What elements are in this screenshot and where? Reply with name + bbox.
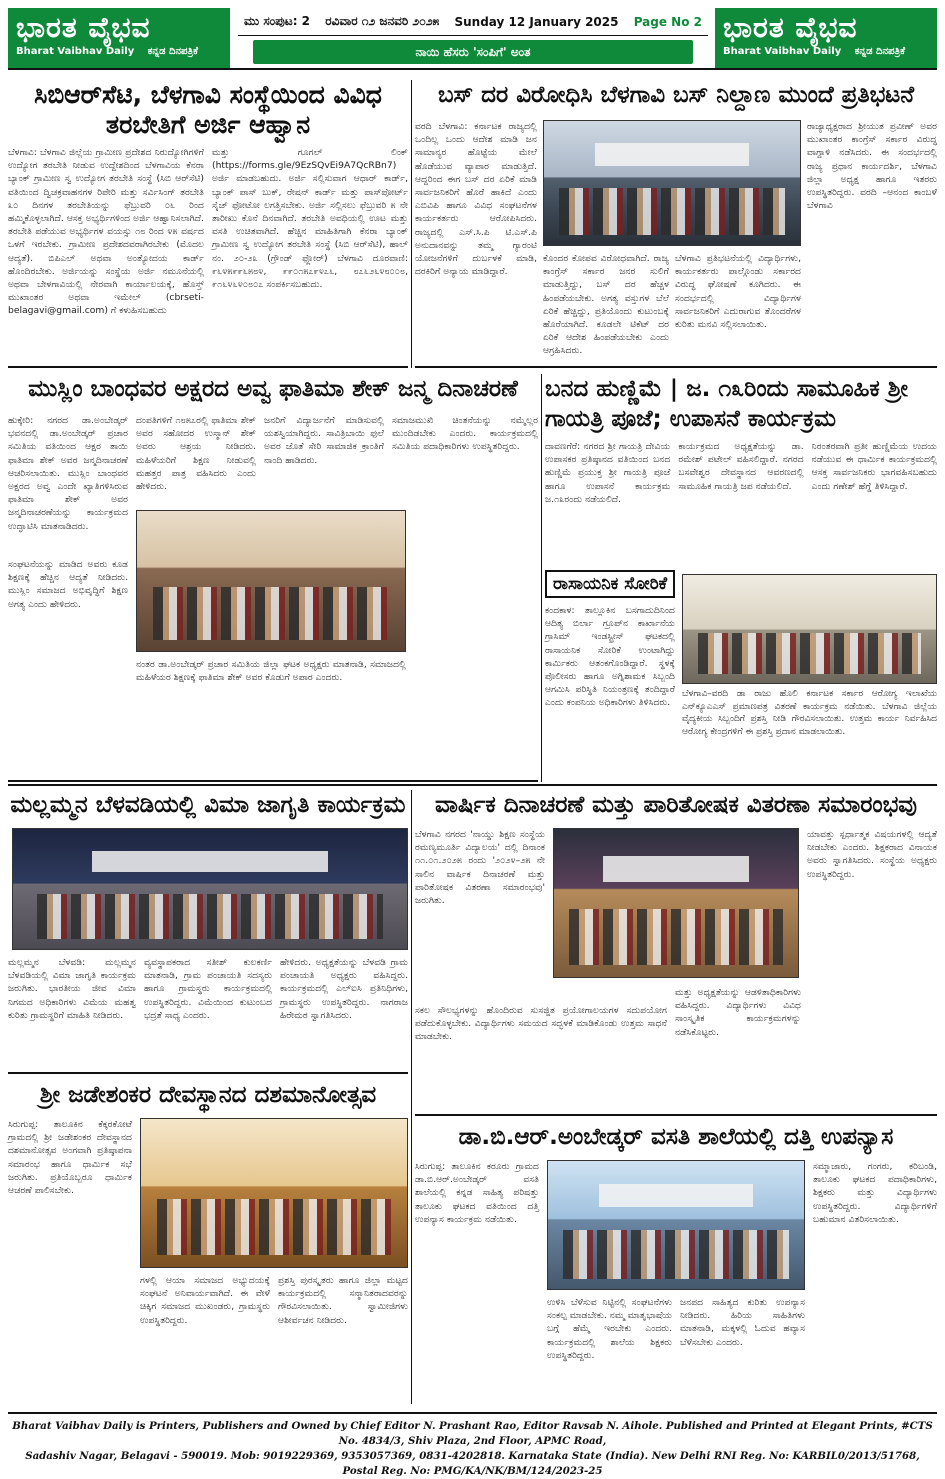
article-insurance-awareness: [8, 790, 408, 1074]
article-column: ದಾವಣಗೆರೆ: ನಗರದ ಶ್ರೀ ಗಾಯತ್ರಿ ದೇವಿಯ ಉಪಾಸಕರ ಪ್ರತಿಷ್ಠಾನದ ವತಿಯಿಂದ ಬನದ ಹುಣ್ಣಿಮೆ ಪ್ರಯುಕ್ತ ಶ್ರೀ ಗಾಯತ್ರಿ ಪೂಜೆ ಹಾಗೂ ಉಪಾಸನೆ ಕಾರ್ಯಕ್ರಮ ಜ.೧೩ರಂದು ನಡೆಯಲಿದೆ.: [545, 441, 671, 505]
article-column: ವ್ಯವಸ್ಥಾಪಕರಾದ ಸತೀಶ್ ಕುಲಕರ್ಣಿ ಮಾತನಾಡಿ, ಗ್ರಾಮ ಪಂಚಾಯತಿ ಸದಸ್ಯರು ಹಾಗೂ ಗ್ರಾಮಸ್ಥರು ಕಾರ್ಯಕ್ರಮದಲ್ಲಿ ಉಪಸ್ಥಿತರಿದ್ದರು. ವಿಮೆಯಿಂದ ಕುಟುಂಬದ ಭದ್ರತೆ ಸಾಧ್ಯ ಎಂದರು.: [144, 957, 272, 1021]
page-number: Page No 2: [633, 14, 702, 29]
article-column: ಉಳಿಸಿ ಬೆಳೆಸುವ ನಿಟ್ಟಿನಲ್ಲಿ ಸಂಘಟನೆಗಳು ಸಂಕಲ್ಪ ಮಾಡಬೇಕು. ನಮ್ಮ ಮಾತೃಭಾಷೆಯ ಬಗ್ಗೆ ಹೆಮ್ಮೆ ಇರಬೇಕು ಎಂದರು. ಕಾರ್ಯಕ್ರಮದಲ್ಲಿ ಶಾಲೆಯ ಶಿಕ್ಷಕರು ಉಪಸ್ಥಿತರಿದ್ದರು.: [547, 1297, 672, 1361]
article-column: ಬೆಳಗಾವಿ: ಬೆಳಗಾವಿ ಜಿಲ್ಲೆಯ ಗ್ರಾಮೀಣ ಪ್ರದೇಶದ ನಿರುದ್ಯೋಗಿಗಳಿಗೆ ಉದ್ಯೋಗ ತರಬೇತಿ ನೀಡುವ ಉದ್ದೇಶದಿಂದ ಬೆಳಗಾವಿಯ ಕೆನರಾ ಬ್ಯಾಂಕ್ ಗ್ರಾಮೀಣ ಸ್ವ ಉದ್ಯೋಗ ತರಬೇತಿ ಸಂಸ್ಥೆ (ಸಿಬಿ ಆರ್‌ಸೆಟಿ) ವತಿಯಿಂದ ದ್ವಿಚಕ್ರವಾಹನಗಳ ರಿಪೇರಿ ಮತ್ತು ಸರ್ವಿಸಿಂಗ್ ತರಬೇತಿ ೩೦ ದಿನಗಳ ತರಬೇತಿಯನ್ನು ಫೆಬ್ರುವರಿ ೦೬ ರಿಂದ ಹಮ್ಮಿಕೊಳ್ಳಲಾಗಿದೆ. ಆಸಕ್ತ ಅಭ್ಯರ್ಥಿಗಳಿಂದ ಅರ್ಜಿ ಆಹ್ವಾನಿಸಲಾಗಿದೆ. ತರಬೇತಿ ಪಡೆಯುವ ಅಭ್ಯರ್ಥಿಗಳ ವಯಸ್ಸು ೧೮ ರಿಂದ ೪೫ ವರ್ಷದ ಒಳಗೆ ಇರಬೇಕು. ಗ್ರಾಮೀಣ ಪ್ರದೇಶದವರಾಗಿರಬೇಕು (ಮೊದಲ ಆದ್ಯತೆ). ಬಿಪಿಎಲ್ ಅಥವಾ ಅಂತ್ಯೋದಯ ಕಾರ್ಡ್ ಹೊಂದಿರಬೇಕು. ಅರ್ಜಿಯನ್ನು ಸಂಸ್ಥೆಯ ಅರ್ಜಿ ನಮೂನೆಯಲ್ಲಿ ಅಥವಾ ಬೇಳಗಾವಿಯಲ್ಲಿ ನೇರವಾಗಿ ಕಾರ್ಯಾಲಯಕ್ಕೆ, ಹೊಸ್ತ್ ಮುಖಾಂತರ ಅಥವಾ ಇಮೇಲ್ (cbrseti-belagavi@gmail.com) ಗೆ ಕಳುಹಿಸಬಹುದು: [8, 147, 204, 317]
article-column: ಸಕಲ ಸೌಲಭ್ಯಗಳನ್ನು ಹೊಂದಿರುವ ಸುಸಜ್ಜಿತ ಪ್ರಯೋಗಾಲಯಗಳ ಸದುಪಯೋಗ ಪಡೆದುಕೊಳ್ಳಬೇಕು. ವಿದ್ಯಾರ್ಥಿಗಳು ಸಮಯದ ಸದ್ಭಳಕೆ ಮಾಡಿಕೊಂಡು ಉತ್ತಮ ಸಾಧನೆ ಮಾಡಬೇಕು.: [415, 1005, 667, 1043]
headline: ಮಲ್ಲಮ್ಮನ ಬೆಳವಡಿಯಲ್ಲಿ ವಿಮಾ ಜಾಗೃತಿ ಕಾರ್ಯಕ್ರಮ: [10, 792, 406, 818]
temple-event-photo: [140, 1118, 408, 1268]
article-fatima-sheikh: [8, 374, 538, 782]
article-column: ಹೇಳಿದರು. ಅಧ್ಯಕ್ಷತೆಯನ್ನು ಬೆಳವಡಿ ಗ್ರಾಮ ಪಂಚಾಯತಿ ಅಧ್ಯಕ್ಷರು ವಹಿಸಿದ್ದರು. ಕಾರ್ಯಕ್ರಮದಲ್ಲಿ ಎಲ್ಐಸಿ ಪ್ರತಿನಿಧಿಗಳು, ಗ್ರಾಮಸ್ಥರು ಉಪಸ್ಥಿತರಿದ್ದರು. ನಾಗರಾಜ ಹಿರೇಮಠ ಸ್ವಾಗತಿಸಿದರು.: [280, 957, 408, 1021]
award-photo: [682, 574, 937, 684]
headline: ರಾಸಾಯನಿಕ ಸೋರಿಕೆ: [545, 570, 675, 598]
masthead: [8, 8, 937, 70]
paper-title: ಭಾರತ ವೈಭವ: [16, 11, 151, 44]
article-column: ಮತ್ತು ಅಧ್ಯಕ್ಷತೆಯನ್ನು ಆಡಳಿತಾಧಿಕಾರಿಗಳು ವಹಿಸಿದ್ದರು. ವಿದ್ಯಾರ್ಥಿಗಳು ವಿವಿಧ ಸಾಂಸ್ಕೃತಿಕ ಕಾರ್ಯಕ್ರಮಗಳನ್ನು ನಡೆಸಿಕೊಟ್ಟರು.: [675, 987, 801, 1038]
article-column: ಜನಪದ ಸಾಹಿತ್ಯದ ಕುರಿತು ಉಪನ್ಯಾಸ ನೀಡಿದರು. ಹಿರಿಯ ಸಾಹಿತಿಗಳು ಮಾತನಾಡಿ, ಮಕ್ಕಳಲ್ಲಿ ಓದುವ ಹವ್ಯಾಸ ಬೆಳೆಸಬೇಕು ಎಂದರು.: [680, 1297, 805, 1348]
event-photo: [136, 510, 406, 652]
article-column: ಸಮಾಜಮುಖಿ ಚಿಂತನೆಯನ್ನು ನಮ್ಮೆಲ್ಲರ ಮುಂದಿಡಬೇಕು ಎಂದರು. ಕಾರ್ಯಕ್ರಮದಲ್ಲಿ ಸಮಿತಿಯ ಪದಾಧಿಕಾರಿಗಳು ಉಪಸ್ಥಿತರಿದ್ದರು.: [392, 415, 538, 453]
kannada-date: ರವಿವಾರ ೧೨ ಜನವರಿ ೨೦೨೫: [325, 14, 440, 28]
issue-number: ಮು ಸಂಪುಟ: 2: [244, 14, 311, 28]
article-column: ಜನರಿಗೆ ವಿದ್ಯಾರ್ಜನೆಗೆ ಮಾಡಿಸುವಲ್ಲಿ ಯಶಸ್ವಿಯಾಗಿದ್ದರು. ಸಾವಿತ್ರಿಬಾಯಿ ಫುಲೆ ಅವರ ಜೊತೆ ಸೇರಿ ಸಾಮಾಜಿಕ ಕ್ರಾಂತಿಗೆ ನಾಂದಿ ಹಾಡಿದರು.: [264, 415, 384, 466]
article-column: ಕೊಂದರ ಕೋಪವ ವಿರೋಧವಾಗಿದೆ. ರಾಜ್ಯ ಕಾಂಗ್ರೆಸ್ ಸರ್ಕಾರ ಜನರ ಸುಲಿಗೆ ಮಾಡುತ್ತಿದ್ದು, ಬಸ್ ದರ ಹೆಚ್ಚಳ ಹಿಂಪಡೆಯಬೇಕು. ಅಗತ್ಯ ವಸ್ತುಗಳ ಬೆಲೆ ಏರಿಕೆ ಹೆಚ್ಚಿದ್ದು, ಪ್ರತಿಯೊಂದು ಕುಟುಂಬಕ್ಕೆ ಹೊರೆಯಾಗಿದೆ. ಕೂಡಲೇ ಟಿಕೆಟ್ ದರ ಏರಿಕೆ ಆದೇಶ ಹಿಂಪಡೆಯಬೇಕು ಎಂದು ಆಗ್ರಹಿಸಿದರು.: [543, 253, 669, 357]
article-annual-day: [415, 790, 937, 1116]
imprint-line: Bharat Vaibhav Daily is Printers, Publishers and Owned by Chief Editor N. Prashant Rao, Editor Ravsab N. Aihole. Published and Printed at Elegant Prints, #CTS No. 4834/3, Shiv Plaza, 2nd Floor, APMC Road,: [12, 1420, 933, 1447]
protest-photo: [543, 120, 801, 246]
article-column: ಸಮ್ಮಾಜಾರು, ಗಂಗರು, ಕರಿಬಂಡಿ, ತಾಲೂಕು ಘಟಕದ ಪದಾಧಿಕಾರಿಗಳು, ಶಿಕ್ಷಕರು ಮತ್ತು ವಿದ್ಯಾರ್ಥಿಗಳು ಉಪಸ್ಥಿತರಿದ್ದರು. ವಿದ್ಯಾರ್ಥಿಗಳಿಗೆ ಬಹುಮಾನ ವಿತರಿಸಲಾಯಿತು.: [813, 1161, 937, 1225]
imprint-line: Sadashiv Nagar, Belagavi - 590019. Mob: 9019229369, 9353057369, 0831-4202818. Karnataka State (India). New Delhi RNI Reg. No: KARBIL0/2013/51768, Postal Reg. No: PMG/KA/NK/BM/124/2023-25: [25, 1450, 920, 1477]
article-column: ನಂತರ ಡಾ.ಅಂಬೇಡ್ಕರ್ ಪ್ರಚಾರ ಸಮಿತಿಯ ಜಿಲ್ಲಾ ಘಟಕ ಅಧ್ಯಕ್ಷರು ಮಾತನಾಡಿ, ಸಮಾಜದಲ್ಲಿ ಮಹಿಳೆಯರ ಶಿಕ್ಷಣಕ್ಕೆ ಫಾತಿಮಾ ಶೇಕ್ ಅವರ ಕೊಡುಗೆ ಅಪಾರ ಎಂದರು.: [136, 659, 406, 684]
article-column: ನಿರಂತರವಾಗಿ ಪ್ರತೀ ಹುಣ್ಣಿಮೆಯ ಉದಯ ನಡೆಯುವ ಈ ಧಾರ್ಮಿಕ ಕಾರ್ಯಕ್ರಮದಲ್ಲಿ ಆಸಕ್ತ ಸಾರ್ವಜನಿಕರು ಭಾಗವಹಿಸಬಹುದು ಎಂದು ಗಣೇಶ್ ಹೆಗ್ಡೆ ತಿಳಿಸಿದ್ದಾರೆ.: [811, 441, 937, 492]
article-rseti: [8, 80, 408, 368]
article-column: ಯಾವತ್ತು ಸ್ಪರ್ಧಾತ್ಮಕ ವಿಷಯಗಳಲ್ಲಿ ಆದ್ಯತೆ ನೀಡಬೇಕು ಎಂದರು. ಶಿಕ್ಷಕರಾದ ವಿನಾಯಕ ಅವರು ಸ್ವಾಗತಿಸಿದರು. ಸಂಸ್ಥೆಯ ಅಧ್ಯಕ್ಷರು ಉಪಸ್ಥಿತರಿದ್ದರು.: [807, 829, 937, 880]
logo-right: [715, 8, 937, 68]
headline: ಮುಸ್ಲಿಂ ಬಾಂಧವರ ಅಕ್ಷರದ ಅವ್ವ ಫಾತಿಮಾ ಶೇಕ್ ಜನ್ಮ ದಿನಾಚರಣೆ: [28, 376, 518, 402]
imprint-footer: [8, 1412, 937, 1477]
masthead-tagline: ನಾಯಿ ಹೆಸರು 'ಸಂಪಿಗೆ' ಅಂತ: [253, 40, 693, 64]
article-column: ಸಿರುಗುಪ್ಪ: ತಾಲೂಕಿನ ಕರೂರು ಗ್ರಾಮದ ಡಾ.ಬಿ.ಆರ್.ಅಂಬೇಡ್ಕರ್ ವಸತಿ ಶಾಲೆಯಲ್ಲಿ ಕನ್ನಡ ಸಾಹಿತ್ಯ ಪರಿಷತ್ತು ತಾಲೂಕು ಘಟಕದ ವತಿಯಿಂದ ದತ್ತಿ ಉಪನ್ಯಾಸ ಕಾರ್ಯಕ್ರಮ ನಡೆಯಿತು.: [415, 1161, 539, 1225]
paper-title-en: Bharat Vaibhav Daily: [16, 46, 135, 57]
article-column: ಕಾರ್ಯಕ್ರಮದ ಅಧ್ಯಕ್ಷತೆಯನ್ನು ಡಾ. ರಮೇಶ್ ಪಟೇಲ್ ವಹಿಸಲಿದ್ದಾರೆ. ನಗರದ ಬಸವೇಶ್ವರ ದೇವಸ್ಥಾನದ ಆವರಣದಲ್ಲಿ ಸಾಮೂಹಿಕ ಗಾಯತ್ರಿ ಜಪ ನಡೆಯಲಿದೆ.: [678, 441, 804, 492]
article-column: ವರದಿ ಬೆಳಗಾವಿ: ಕರ್ನಾಟಕ ರಾಜ್ಯದಲ್ಲಿ ಒಂದಿಲ್ಲ ಒಂದು ಆದೇಶ ಮಾಡಿ ಜನ ಸಾಮಾನ್ಯರ ಹೊಟ್ಟೆಯ ಮೇಲೆ ಹೊಡೆಯುವ ವ್ಯಾಪಾರ ಮಾಡುತ್ತಿದೆ. ಆದ್ದರಿಂದ ಈಗ ಬಸ್ ದರ ಏರಿಕೆ ಮಾಡಿ ಸಾರ್ವಜನಿಕರಿಗೆ ಹೊರೆ ಹಾಕಿದೆ ಎಂದು ಎಬಿವಿಪಿ ಹಾಗೂ ವಿವಿಧ ಸಂಘಟನೆಗಳ ಕಾರ್ಯಕರ್ತರು ಆರೋಪಿಸಿದರು. ರಾಜ್ಯದಲ್ಲಿ ಎಸ್.ಸಿ.ಪಿ ಟಿ.ಎಸ್.ಪಿ ಅನುದಾನವನ್ನು ತಮ್ಮ ಗ್ಯಾರಂಟಿ ಯೋಜನೆಗಳಿಗೆ ದುರ್ಬಳಕೆ ಮಾಡಿ, ದರಕಿರಿಗೆ ಅನ್ಯಾಯ ಮಾಡಿದ್ದಾರೆ.: [415, 121, 537, 278]
headline: ವಾರ್ಷಿಕ ದಿನಾಚರಣೆ ಮತ್ತು ಪಾರಿತೋಷಕ ವಿತರಣಾ ಸಮಾರಂಭವು: [434, 792, 918, 818]
article-column: ಬೆಳಗಾವಿ ನಗರದ 'ನಾಯ್ಡು ಶಿಕ್ಷಣ ಸಂಸ್ಥೆಯ ರಮಣ್ಯಮೂರ್ತಿ ವಿದ್ಯಾಲಯ' ದಲ್ಲಿ ದಿನಾಂಕ ೧೧.೦೧.೨೦೨೫ ರಂದು '೨೦೨೪–೨೫ ನೇ ಸಾಲಿನ ವಾರ್ಷಿಕ ದಿನಾಚರಣೆ ಮತ್ತು ಪಾರಿತೋಷಕ ವಿತರಣಾ ಸಮಾರಂಭವು' ಜರುಗಿತು.: [415, 829, 545, 907]
article-bus-protest: [415, 80, 937, 368]
event-photo: [12, 828, 408, 950]
row-divider: [8, 784, 937, 786]
headline: ಬನದ ಹುಣ್ಣಿಮೆ | ಜ. ೧೩ರಿಂದು ಸಾಮೂಹಿಕ ಶ್ರೀ ಗಾಯತ್ರಿ ಪೂಜೆ; ಉಪಾಸನೆ ಕಾರ್ಯಕ್ರಮ: [545, 376, 908, 432]
article-column: ಮತ್ತು ಗೂಗಲ್ ಲಿಂಕ್ (https://forms.gle/9EzSQvEi9A7QcRBn7) ಅರ್ಜಿ ಮಾಡಬಹುದು. ಅರ್ಜಿ ಸಲ್ಲಿಸುವಾಗ ಆಧಾರ್ ಕಾರ್ಡ್, ಬ್ಯಾಂಕ್ ಪಾಸ್ ಬುಕ್, ರೇಷನ್ ಕಾರ್ಡ್ ಮತ್ತು ಪಾಸ್‌ಪೋರ್ಟ್ ಸೈಜ್ ಫೋಟೋ ಲಗತ್ತಿಸಬೇಕು. ಅರ್ಜಿ ಸಲ್ಲಿಸಲು ಫೆಬ್ರುವರಿ ೫ ನೇ ತಾರೀಖು ಕೊನೆ ದಿನವಾಗಿದೆ. ತರಬೇತಿ ಅವಧಿಯಲ್ಲಿ ಊಟ ಮತ್ತು ವಸತಿ ಉಚಿತವಾಗಿದೆ. ಹೆಚ್ಚಿನ ಮಾಹಿತಿಗಾಗಿ ಕೆನರಾ ಬ್ಯಾಂಕ್ ಗ್ರಾಮೀಣ ಸ್ವ ಉದ್ಯೋಗ ತರಬೇತಿ ಸಂಸ್ಥೆ (ಸಿಬಿ ಆರ್‌ಸೆಟಿ), ಹಾಲ್ ನಂ. ೨೦-೨೩ (ಗ್ರೌಂಡ್ ಫ್ಲೋರ್) ಬೆಳಗಾವಿ ದೂರವಾಣಿ: ೯೬೪೫೯೯೬೫೮೪, ೯೯೦೧೫೭೯೪೭೬, ೮೭೬೨೬೪೮೦೦೮, ೯೧೬೪೬೪೦೮೦೭ ಸಂಪರ್ಕಿಸಬಹುದು.: [212, 147, 408, 291]
photo-caption: ಬೆಳಗಾವಿ–ವರದಿ ಡಾ ರಾಜು ಹೊಲಿ ಕರ್ನಾಟಕ ಸರ್ಕಾರ ಆರೋಗ್ಯ ಇಲಾಖೆಯ ಎನ್‌ಕ್ಯೂಎಎಸ್ ಪ್ರಮಾಣಪತ್ರ ವಿತರಣೆ ಕಾರ್ಯಕ್ರಮ ನಡೆಯಿತು. ಬೆಳಗಾವಿ ಜಿಲ್ಲೆಯ ವೈದ್ಯಕೀಯ ಸಿಬ್ಬಂದಿಗೆ ಪ್ರಶಸ್ತಿ ನೀಡಿ ಗೌರವಿಸಲಾಯಿತು. ಉತ್ತಮ ಕಾರ್ಯ ನಿರ್ವಹಿಸಿದ ಆರೋಗ್ಯ ಕೇಂದ್ರಗಳಿಗೆ ಈ ಪ್ರಶಸ್ತಿ ಪ್ರದಾನ ಮಾಡಲಾಯಿತು.: [682, 689, 937, 737]
article-column: ರಾಜ್ಯಾಧ್ಯಕ್ಷರಾದ ಶ್ರೀಯುತ ಪ್ರವೀಣ್ ಅವರ ಮುಖಾಂತರ ಕಾಂಗ್ರೆಸ್ ಸರ್ಕಾರ ವಿರುದ್ಧ ವಾಗ್ದಾಳಿ ನಡೆಸಿದರು. ಈ ಸಂದರ್ಭದಲ್ಲಿ ರಾಜ್ಯ ಪ್ರಧಾನ ಕಾರ್ಯದರ್ಶಿ, ಬೆಳಗಾವಿ ಜಿಲ್ಲಾ ಅಧ್ಯಕ್ಷ ಹಾಗೂ ಇತರರು ಉಪಸ್ಥಿತರಿದ್ದರು. ವರದಿ –ಆನಂದ ಕಾಂಬಳೆ ಬೆಳಗಾವಿ: [807, 121, 937, 212]
article-chemical-leak: [545, 570, 675, 782]
issue-date: Sunday 12 January 2025: [454, 14, 619, 29]
masthead-center: [238, 8, 708, 68]
headline: ಡಾ.ಬಿ.ಆರ್.ಅಂಬೇಡ್ಕರ್ ವಸತಿ ಶಾಲೆಯಲ್ಲಿ ದತ್ತಿ ಉಪನ್ಯಾಸ: [458, 1124, 894, 1150]
headline: ಶ್ರೀ ಜಡೇಶಂಕರ ದೇವಸ್ಥಾನದ ದಶಮಾನೋತ್ಸವ: [39, 1082, 377, 1108]
paper-subtitle: ಕನ್ನಡ ದಿನಪತ್ರಿಕೆ: [147, 46, 199, 57]
article-column: ಹುಕ್ಕೇರಿ: ನಗರದ ಡಾ.ಅಂಬೇಡ್ಕರ್ ಭವನದಲ್ಲಿ ಡಾ.ಅಂಬೇಡ್ಕರ್ ಪ್ರಚಾರ ಸಮಿತಿಯ ವತಿಯಿಂದ ಆಕ್ಷರ ತಾಯಿ ಫಾತಿಮಾ ಶೇಕ್ ಅವರ ಜನ್ಮದಿನಾಚರಣೆ ಆಚರಿಸಲಾಯಿತು. ಮುಸ್ಲಿಂ ಬಾಂಧವರ ಅಕ್ಷರದ ಅವ್ವ ಎಂದೇ ಖ್ಯಾತಿಗಳಿಸಿರುವ ಫಾತಿಮಾ ಶೇಕ್ ಅವರ ಜನ್ಮದಿನಾಚರಣೆಯನ್ನು ಕಾರ್ಯಕ್ರಮದ ಉದ್ಘಾಟಿಸಿ ಮಾತನಾಡಿದರು.: [8, 415, 128, 532]
logo-left: [8, 8, 230, 68]
headline: ಬಸ್ ದರ ವಿರೋಧಿಸಿ ಬೆಳಗಾವಿ ಬಸ್ ನಿಲ್ದಾಣ ಮುಂದೆ ಪ್ರತಿಭಟನೆ: [437, 82, 915, 108]
column-divider: [411, 790, 412, 1404]
column-divider: [541, 374, 542, 782]
annual-day-photo: [553, 828, 799, 978]
article-gayatri-pooja: [545, 374, 937, 566]
lecture-photo: [547, 1160, 805, 1290]
article-column: ಮಲ್ಲಮ್ಮನ ಬೆಳವಡಿ: ಮಲ್ಲಮ್ಮನ ಬೆಳವಡಿಯಲ್ಲಿ ವಿಮಾ ಜಾಗೃತಿ ಕಾರ್ಯಕ್ರಮ ಜರುಗಿತು. ಭಾರತೀಯ ಜೀವ ವಿಮಾ ನಿಗಮದ ಅಧಿಕಾರಿಗಳು ವಿಮೆಯ ಮಹತ್ವ ಕುರಿತು ಗ್ರಾಮಸ್ಥರಿಗೆ ಮಾಹಿತಿ ನೀಡಿದರು.: [8, 957, 136, 1021]
article-jadeshankara: [8, 1080, 408, 1404]
article-column: ಬೆಳಗಾವಿ ಪ್ರತಿಭಟನೆಯಲ್ಲಿ ವಿದ್ಯಾರ್ಥಿಗಳು, ಕಾರ್ಯಕರ್ತರು ಪಾಲ್ಗೊಂಡು ಸರ್ಕಾರದ ವಿರುದ್ಧ ಘೋಷಣೆ ಕೂಗಿದರು. ಈ ಸಂದರ್ಭದಲ್ಲಿ ವಿದ್ಯಾರ್ಥಿಗಳ ಸಾರ್ವಜನಿಕರಿಗೆ ಎದುರಾಗುವ ತೊಂದರೆಗಳ ಕುರಿತು ಮನವಿ ಸಲ್ಲಿಸಲಾಯಿತು.: [675, 253, 801, 331]
article-ambedkar-school: [415, 1122, 937, 1404]
paper-title: ಭಾರತ ವೈಭವ: [723, 11, 858, 44]
headline: ಸಿಬಿಆರ್‌ಸೆಟಿ, ಬೆಳಗಾವಿ ಸಂಸ್ಥೆಯಿಂದ ವಿವಿಧ ತರಬೇತಿಗೆ ಅರ್ಜಿ ಆಹ್ವಾನ: [34, 80, 382, 139]
paper-title-en: Bharat Vaibhav Daily: [723, 46, 842, 57]
column-divider: [411, 80, 412, 368]
article-body: ಕಂದಕಾಳ: ತಾಲ್ಲೂಕಿನ ಬಸಗಾದುದಿನಿಂದ ಆದಿತ್ಯ ಬಿರ್ಲಾ ಗ್ರೂಪ್‌ನ ಕಾರ್ಖಾನೆಯ ಗ್ರಾಸಿಮ್ ಇಂಡಸ್ಟ್ರೀಸ್ ಘಟಕದಲ್ಲಿ ರಾಸಾಯನಿಕ ಸೋರಿಕೆ ಉಂಟಾಗಿದ್ದು ಕಾರ್ಮಿಕರು ಆತಂಕಗೊಂಡಿದ್ದಾರೆ. ಸ್ಥಳಕ್ಕೆ ಪೊಲೀಸರು ಹಾಗೂ ಅಗ್ನಿಶಾಮಕ ಸಿಬ್ಬಂದಿ ಆಗಮಿಸಿ ಪರಿಸ್ಥಿತಿ ನಿಯಂತ್ರಣಕ್ಕೆ ತಂದಿದ್ದಾರೆ ಎಂದು ಕಂಪನಿಯ ಅಧಿಕಾರಿಗಳು ತಿಳಿಸಿದರು.: [545, 605, 675, 709]
article-column: ಗಳಲ್ಲಿ ಆಯಾ ಸಮಾಜದ ಅಭ್ಯುದಯಕ್ಕೆ ಸಂಘಟನೆ ಅನಿವಾರ್ಯವಾಗಿದೆ. ಈ ವೇಳೆ ಚಿಕ್ಕಿಗ ಸಮಾಜದ ಮುಖಂಡರು, ಗ್ರಾಮಸ್ಥರು ಉಪಸ್ಥಿತರಿದ್ದರು.: [140, 1275, 270, 1326]
article-column: ದಂಪತಿಗಳಿಗೆ ೧೮೫೭ರಲ್ಲಿ ಫಾತಿಮಾ ಶೇಕ್ ಅವರ ಸಹೋದರ ಉಸ್ಮಾನ್ ಶೇಕ್ ಅವರು ಆಶ್ರಯ ನೀಡಿದರು. ಮಹಿಳೆಯರಿಗೆ ಶಿಕ್ಷಣ ನೀಡುವಲ್ಲಿ ಮಹತ್ತರ ಪಾತ್ರ ವಹಿಸಿದರು ಎಂದು ಹೇಳಿದರು.: [136, 415, 256, 493]
article-column: ಸಿರುಗುಪ್ಪ: ತಾಲೂಕಿನ ಕೆಕ್ಕರಕೋಟೆ ಗ್ರಾಮದಲ್ಲಿ ಶ್ರೀ ಜಡೇಶಂಕರ ದೇವಸ್ಥಾನದ ದಶಮಾನೋತ್ಸವ ಅಂಗವಾಗಿ ಪ್ರತಿಷ್ಠಾಪನಾ ಸಮಾರಂಭ ಹಾಗೂ ಧಾರ್ಮಿಕ ಸಭೆ ಜರುಗಿತು. ಪ್ರತಿಯೊಬ್ಬರೂ ಧಾರ್ಮಿಕ ಆಚರಣೆ ಪಾಲಿಸಬೇಕು.: [8, 1119, 132, 1197]
article-column: ಪ್ರಶಸ್ತಿ ಪುರಸ್ಕೃತರು ಹಾಗೂ ಜಿಲ್ಲಾ ಮಟ್ಟದ ಕಾರ್ಯಕ್ರಮದಲ್ಲಿ ಸನ್ಮಾನಿತರಾದವರನ್ನು ಗೌರವಿಸಲಾಯಿತು. ಸ್ವಾಮೀಜಿಗಳು ಆಶೀರ್ವಚನ ನೀಡಿದರು.: [278, 1275, 408, 1326]
article-column: ಸಂಘಟನೆಯನ್ನು ಮಾಡಿದ ಅವರು ಕೂಡ ಶಿಕ್ಷಣಕ್ಕೆ ಹೆಚ್ಚಿನ ಆದ್ಯತೆ ನೀಡಿದರು. ಮುಸ್ಲಿಂ ಸಮಾಜದ ಅಭಿವೃದ್ಧಿಗೆ ಶಿಕ್ಷಣ ಅಗತ್ಯ ಎಂದು ಹೇಳಿದರು.: [8, 559, 128, 610]
paper-subtitle: ಕನ್ನಡ ದಿನಪತ್ರಿಕೆ: [854, 46, 906, 57]
